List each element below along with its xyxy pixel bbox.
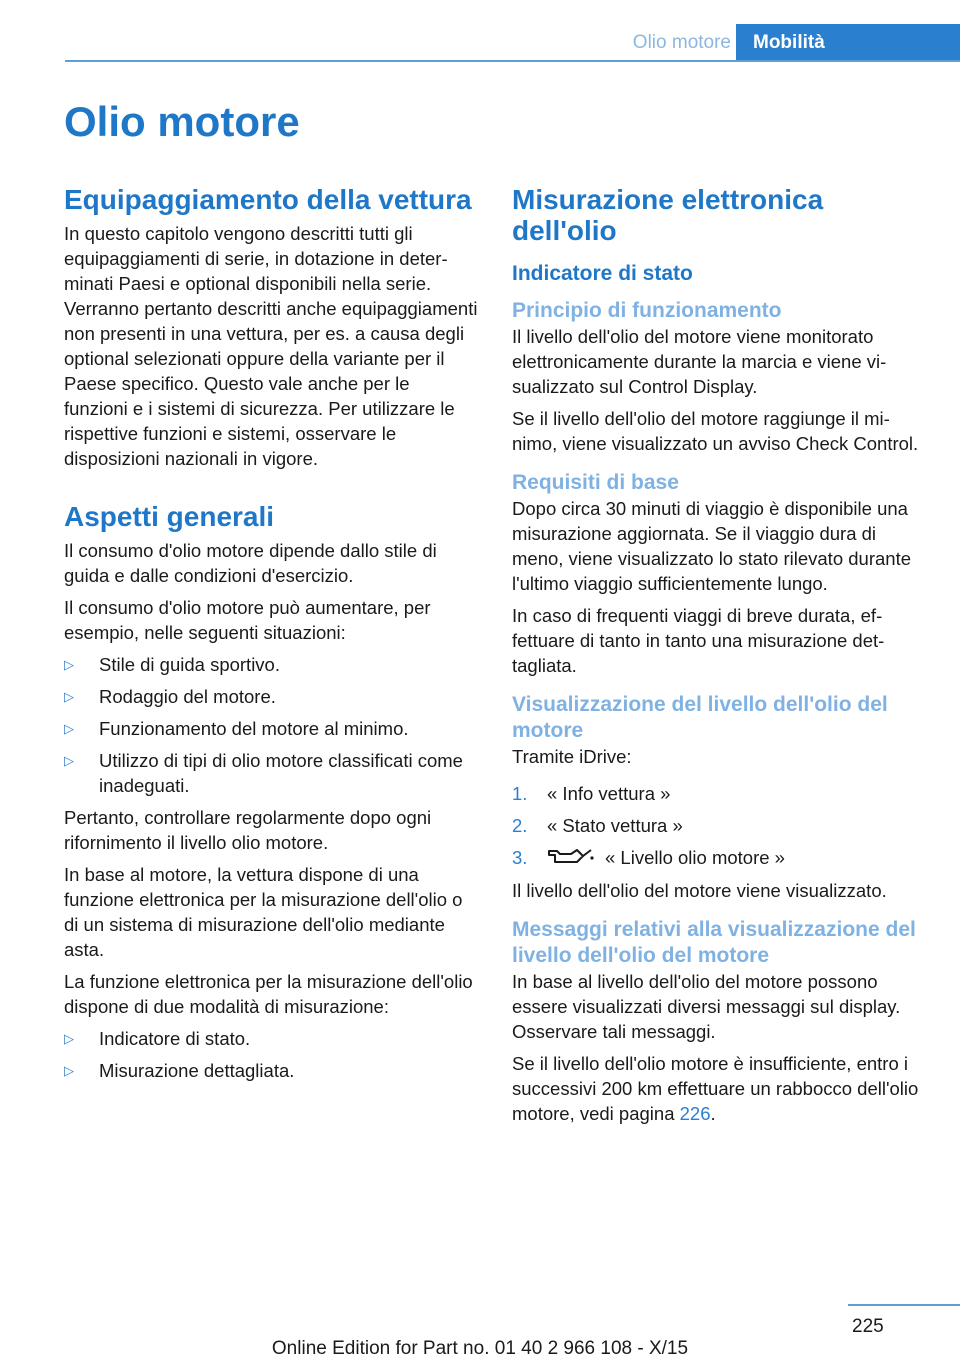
header-section-tab[interactable]: Mobilità [736,24,960,62]
triangle-bullet-icon: ▷ [64,753,74,768]
paragraph: La funzione elettronica per la misurazione dell'olio dispone di due modalità di misurazione: [64,971,473,1017]
step-item [512,781,928,806]
page-link[interactable]: 226 [679,1103,711,1124]
step-item [512,813,928,838]
heading-messages: Messaggi relativi alla visualizzazione del livello dell'olio del motore [512,918,916,967]
list-item-text: Rodaggio del motore. [99,686,276,707]
paragraph: In base al motore, la vettura dispone di una funzione elettronica per la misurazione dell'olio o di un sistema di misurazione dell'olio mediante asta. [64,864,463,960]
left-column [64,184,478,1090]
list-item [64,1026,478,1051]
step-text: « Stato vettura » [547,815,683,836]
list-item [64,684,478,709]
heading-general: Aspetti generali [64,501,275,532]
paragraph: Pertanto, controllare regolarmente dopo ogni rifornimento il livello olio motore. [64,807,432,853]
header-chapter: Olio motore [632,32,731,53]
paragraph [512,1051,928,1126]
mode-list [64,1026,478,1083]
paragraph: Tramite iDrive: [512,746,632,767]
triangle-bullet-icon: ▷ [64,1063,74,1078]
right-column [512,184,928,1133]
triangle-bullet-icon: ▷ [64,689,74,704]
list-item [64,652,478,677]
heading-principle: Principio di funzionamento [512,299,782,322]
list-item [64,716,478,741]
step-number: 1. [512,783,528,804]
paragraph-end: . [710,1103,716,1124]
paragraph: In caso di frequenti viaggi di breve durata, effettuare di tanto in tanto una misurazione dettagliata. [512,605,885,676]
list-item-text: Indicatore di stato. [99,1028,251,1049]
page-number: 225 [852,1316,884,1337]
list-item [64,1058,478,1083]
paragraph: Il consumo d'olio motore può aumentare, per esempio, nelle seguenti situazioni: [64,597,431,643]
step-number: 3. [512,847,528,868]
paragraph: Se il livello dell'olio del motore raggiunge il minimo, viene visualizzato un avviso Check Control. [512,408,919,454]
paragraph-text: Se il livello dell'olio motore è insufficiente, entro i successivi 200 km effettuare un rabbocco dell'olio motore, vedi pagina [512,1053,919,1124]
step-item [512,845,928,871]
paragraph: Il livello dell'olio del motore viene visualizzato. [512,880,887,901]
triangle-bullet-icon: ▷ [64,657,74,672]
paragraph: Il livello dell'olio del motore viene monitorato elettronicamente durante la marcia e viene visualizzato sul Control Display. [512,326,887,397]
page-title: Olio motore [64,98,300,145]
triangle-bullet-icon: ▷ [64,1031,74,1046]
list-item [64,748,478,798]
step-text: « Info vettura » [547,783,671,804]
paragraph: Dopo circa 30 minuti di viaggio è disponibile una misurazione aggiornata. Se il viaggio dura di meno, viene visualizzato lo stato rilevato durante l'ultimo viaggio sufficientemente lungo. [512,498,911,594]
idrive-steps [512,781,928,871]
footer-edition: Online Edition for Part no. 01 40 2 966 108 - X/15 [271,1338,689,1359]
heading-display-level: Visualizzazione del livello dell'olio del motore [512,693,888,742]
paragraph: Il consumo d'olio motore dipende dallo stile di guida e dalle condizioni d'esercizio. [64,540,437,586]
paragraph-equipment: In questo capitolo vengono descritti tutti gli equipaggiamenti di serie, in dotazione in determinati Paesi e optional disponibili nella serie. Verranno pertanto descritti anche equipaggiamenti non presenti in una vettura, per es. a causa degli optional selezionati oppure della variante per il Paese specifico. Questo vale anche per le funzioni e i sistemi di sicurezza. Per utilizzare le rispettive funzioni e sistemi, osservare le disposizioni nazionali in vigore. [64,223,478,469]
header-rule [65,60,960,62]
heading-electronic-measurement: Misurazione elettronica dell'olio [512,184,824,246]
list-item-text: Stile di guida sportivo. [99,654,280,675]
triangle-bullet-icon: ▷ [64,721,74,736]
paragraph: In base al livello dell'olio del motore possono essere visualizzati diversi messaggi sul display. Osservare tali messaggi. [512,971,901,1042]
consumption-list [64,652,478,798]
list-item-text: Funzionamento del motore al minimo. [99,718,409,739]
list-item-text: Utilizzo di tipi di olio motore classificati come inadeguati. [99,750,463,796]
oil-can-icon [547,845,595,871]
heading-requirements: Requisiti di base [512,471,679,494]
step-number: 2. [512,815,528,836]
footer-rule [848,1304,960,1306]
heading-equipment: Equipaggiamento della vettura [64,184,472,215]
step-text: « Livello olio motore » [605,847,785,868]
list-item-text: Misurazione dettagliata. [99,1060,295,1081]
heading-status-indicator: Indicatore di stato [512,262,693,285]
